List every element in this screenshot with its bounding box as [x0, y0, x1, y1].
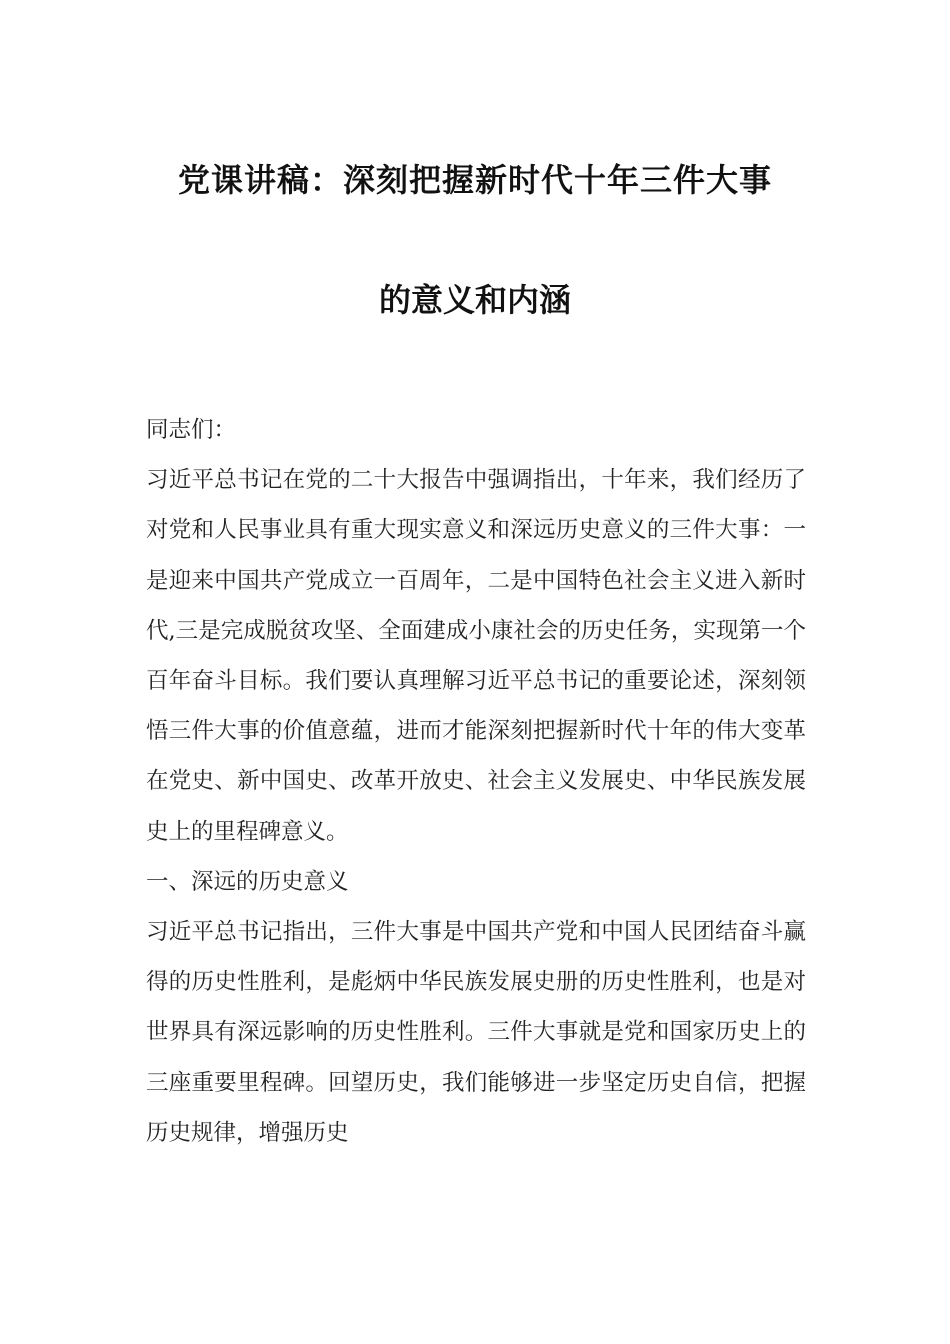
salutation: 同志们： — [146, 417, 237, 443]
paragraph-intro: 习近平总书记在党的二十大报告中强调指出，十年来，我们经历了对党和人民事业具有重大现实意义和深远历史意义的三件大事：一是迎来中国共产党成立一百周年，二是中国特色社会主义进入新时代,三是完成脱贫攻坚、全面建成小康社会的历史任务，实现第一个百年奋斗目标。我们要认真理解习近平总书记的重要论述，深刻领悟三件大事的价值意蕴，进而才能深刻把握新时代十年的伟大变革在党史、新中国史、改革开放史、社会主义发展史、中华民族发展史上的里程碑意义。 — [146, 467, 806, 845]
paragraph-section-1: 习近平总书记指出，三件大事是中国共产党和中国人民团结奋斗赢得的历史性胜利，是彪炳中华民族发展史册的历史性胜利，也是对世界具有深远影响的历史性胜利。三件大事就是党和国家历史上的三座重要里程碑。回望历史，我们能够进一步坚定历史自信，把握历史规律，增强历史 — [146, 919, 806, 1146]
section-heading-1: 一、深远的历史意义 — [146, 868, 349, 895]
title-line-1: 党课讲稿：深刻把握新时代十年三件大事 — [177, 161, 772, 199]
document-body — [146, 405, 806, 1158]
title-line-2: 的意义和内涵 — [378, 281, 571, 319]
